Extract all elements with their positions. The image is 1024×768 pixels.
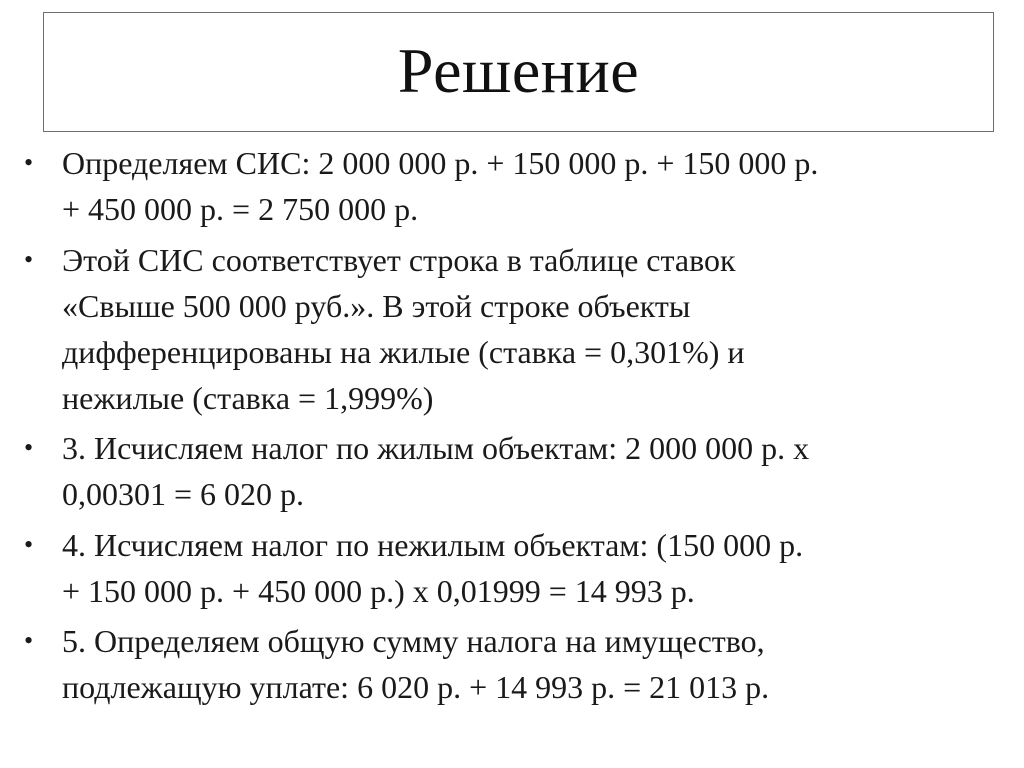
- bullet-list: [22, 140, 1012, 715]
- bullet-text-line: дифференцированы на жилые (ставка = 0,301%) и: [62, 333, 745, 370]
- bullet-text-line: 0,00301 = 6 020 р.: [62, 476, 305, 512]
- bullet-text-line: Этой СИС соответствует строка в таблице ставок: [62, 241, 736, 278]
- bullet-text-line: + 150 000 р. + 450 000 р.) х 0,01999 = 14 993 р.: [62, 572, 695, 609]
- bullet-icon: •: [24, 529, 34, 559]
- bullet-item-4: [22, 522, 1012, 614]
- bullet-item-5: [22, 618, 1012, 710]
- bullet-item-2: [22, 237, 1012, 421]
- bullet-text-line: подлежащую уплате: 6 020 р. + 14 993 р. = 21 013 р.: [62, 669, 770, 705]
- bullet-text-line: нежилые (ставка = 1,999%): [62, 379, 434, 416]
- title-box: [43, 12, 994, 132]
- bullet-item-3: [22, 425, 1012, 517]
- bullet-text-line: «Свыше 500 000 руб.». В этой строке объекты: [62, 287, 691, 324]
- bullet-icon: •: [24, 148, 34, 177]
- bullet-text-line: Определяем СИС: 2 000 000 р. + 150 000 р. + 150 000 р.: [62, 145, 819, 181]
- bullet-item-1: [22, 140, 1012, 232]
- bullet-icon: •: [24, 244, 34, 274]
- bullet-text-line: 5. Определяем общую сумму налога на имущество,: [62, 623, 765, 659]
- bullet-text-line: 4. Исчисляем налог по нежилым объектам: (150 000 р.: [62, 526, 804, 563]
- bullet-text-line: 3. Исчисляем налог по жилым объектам: 2 000 000 р. х: [62, 430, 810, 466]
- bullet-icon: •: [24, 433, 34, 462]
- bullet-icon: •: [24, 626, 34, 655]
- slide-title: Решение: [397, 35, 640, 106]
- bullet-text-line: + 450 000 р. = 2 750 000 р.: [62, 191, 419, 227]
